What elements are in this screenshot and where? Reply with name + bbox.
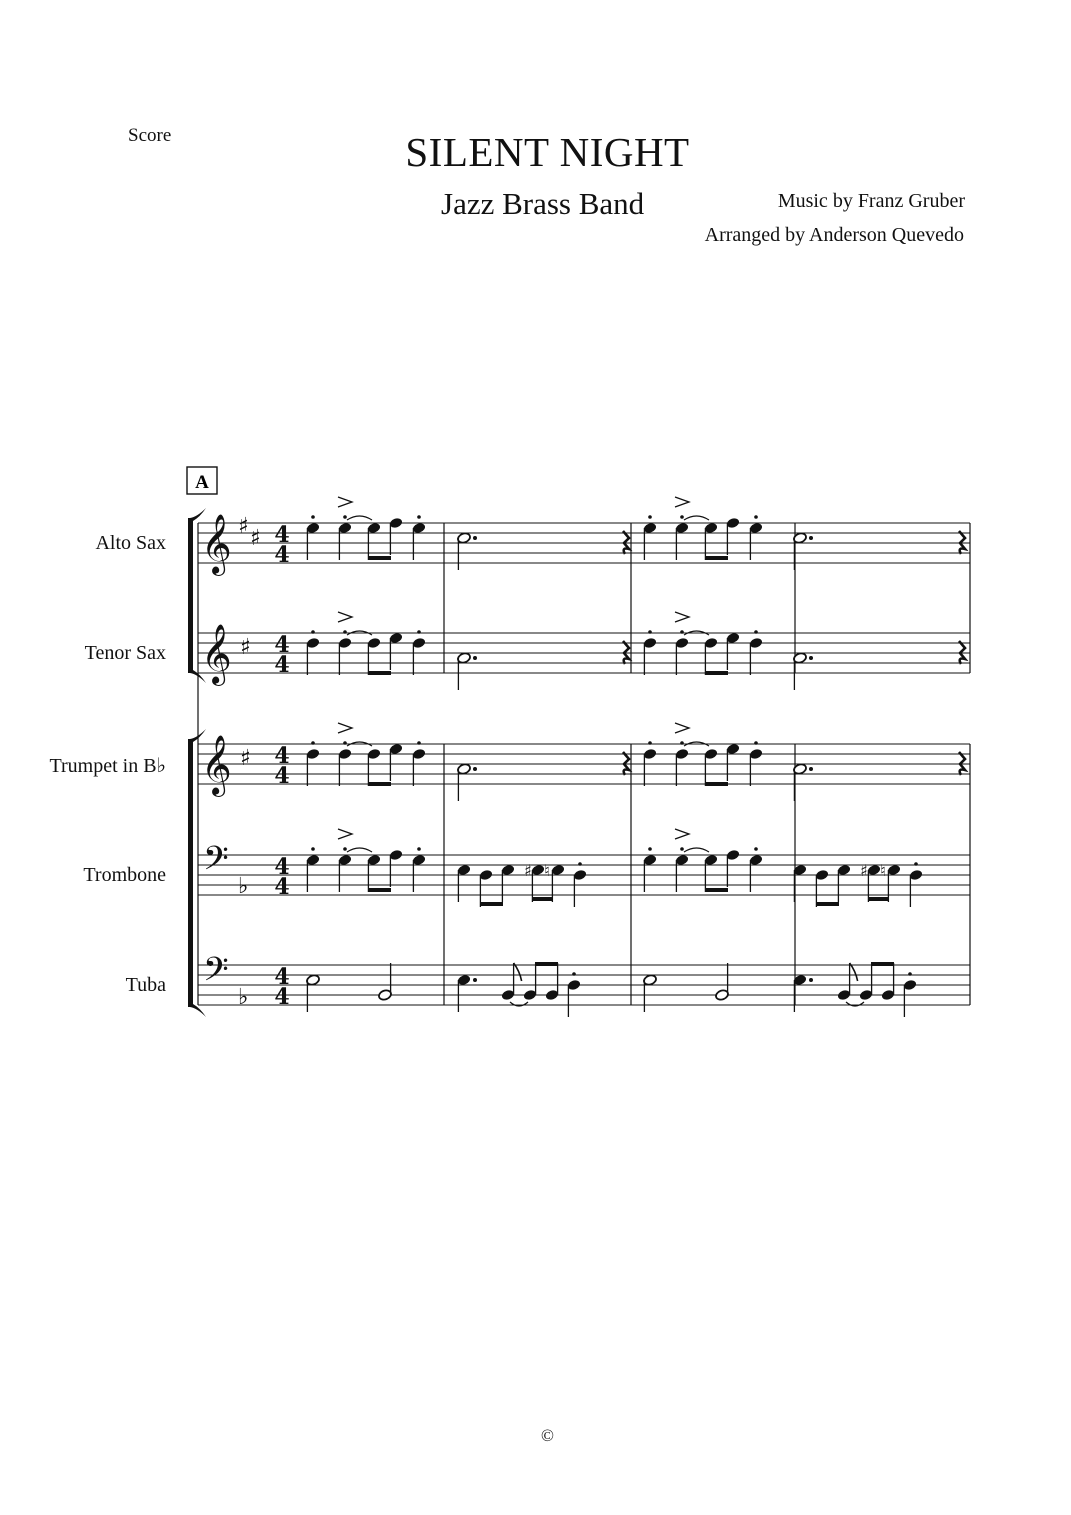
staccato-dot [417, 515, 421, 519]
staccato-dot [311, 630, 315, 634]
bass-clef-icon: 𝄢 [203, 840, 229, 886]
measure-tuba-rhythm [457, 962, 582, 1017]
flag [850, 963, 858, 981]
augmentation-dot [809, 767, 813, 771]
beam [705, 888, 728, 892]
measure-trombone [793, 861, 924, 907]
accent-mark [675, 829, 689, 839]
measure-dotted-half [457, 641, 629, 690]
accent-mark [675, 723, 689, 733]
time-signature-numerator: 4 [274, 632, 290, 658]
accent-mark [675, 612, 689, 622]
measure-dotted-half [457, 752, 629, 801]
beam [368, 782, 391, 786]
measure-melody [643, 829, 764, 892]
augmentation-dot [809, 536, 813, 540]
instrument-label-trumpet: Trumpet in B♭ [49, 755, 166, 777]
time-signature-denominator: 4 [274, 542, 290, 568]
rehearsal-mark-letter: A [195, 472, 209, 493]
beam [368, 556, 391, 560]
time-signature-denominator: 4 [274, 984, 290, 1010]
time-signature-numerator: 4 [274, 522, 290, 548]
augmentation-dot [473, 767, 477, 771]
staccato-dot [648, 847, 652, 851]
page-subtitle: Jazz Brass Band [441, 186, 645, 221]
staccato-dot [754, 741, 758, 745]
beam [705, 671, 728, 675]
copyright-footer: © [541, 1426, 554, 1445]
augmentation-dot [809, 978, 813, 982]
staccato-dot [914, 862, 918, 866]
sharp-icon: ♯ [524, 861, 532, 880]
tie [347, 848, 372, 852]
accent-mark [338, 612, 352, 622]
beam [705, 782, 728, 786]
time-signature-numerator: 4 [274, 743, 290, 769]
sharp-icon: ♯ [238, 514, 249, 539]
staccato-dot [572, 972, 576, 976]
staccato-dot [754, 515, 758, 519]
measure-dotted-half [793, 531, 965, 570]
accent-mark [338, 829, 352, 839]
arranger-credit: Arranged by Anderson Quevedo [704, 224, 964, 246]
accent-mark [338, 497, 352, 507]
accent-mark [675, 497, 689, 507]
tie [347, 516, 372, 520]
measure-trombone [457, 861, 588, 907]
sharp-icon: ♯ [860, 861, 868, 880]
staccato-dot [680, 630, 684, 634]
sharp-icon: ♯ [240, 746, 251, 771]
measure-dotted-half [793, 641, 965, 690]
treble-clef-icon: 𝄞 [201, 735, 232, 795]
staccato-dot [680, 741, 684, 745]
beam [705, 556, 728, 560]
beam [532, 897, 553, 901]
staccato-dot [417, 630, 421, 634]
beam [368, 671, 391, 675]
tie [684, 516, 709, 520]
staccato-dot [648, 515, 652, 519]
staccato-dot [648, 630, 652, 634]
staccato-dot [417, 741, 421, 745]
measure-dotted-half [457, 531, 629, 570]
sharp-icon: ♯ [250, 526, 261, 551]
beam [871, 962, 894, 966]
augmentation-dot [473, 978, 477, 982]
tie [684, 848, 709, 852]
instrument-label-tenor-sax: Tenor Sax [84, 642, 166, 664]
page-title: SILENT NIGHT [405, 129, 690, 175]
staccato-dot [680, 847, 684, 851]
measure-dotted-half [793, 752, 965, 801]
beam [868, 897, 889, 901]
accent-mark [338, 723, 352, 733]
natural-icon: ♮ [544, 861, 550, 880]
measure-melody [306, 497, 427, 560]
measure-melody [306, 829, 427, 892]
augmentation-dot [809, 656, 813, 660]
rehearsal-mark [187, 467, 217, 494]
time-signature-numerator: 4 [274, 854, 290, 880]
beam [816, 902, 839, 906]
staccato-dot [648, 741, 652, 745]
staccato-dot [754, 630, 758, 634]
staccato-dot [343, 741, 347, 745]
augmentation-dot [473, 656, 477, 660]
time-signature-numerator: 4 [274, 964, 290, 990]
beam [368, 888, 391, 892]
augmentation-dot [473, 536, 477, 540]
staccato-dot [311, 847, 315, 851]
time-signature-denominator: 4 [274, 652, 290, 678]
beam [480, 902, 503, 906]
time-signature-denominator: 4 [274, 874, 290, 900]
staccato-dot [908, 972, 912, 976]
composer-credit: Music by Franz Gruber [777, 190, 965, 212]
staccato-dot [680, 515, 684, 519]
treble-clef-icon: 𝄞 [201, 624, 232, 684]
staccato-dot [343, 630, 347, 634]
natural-icon: ♮ [880, 861, 886, 880]
sharp-icon: ♯ [240, 635, 251, 660]
treble-clef-icon: 𝄞 [201, 514, 232, 574]
measure-melody [643, 497, 764, 560]
staccato-dot [578, 862, 582, 866]
staccato-dot [343, 847, 347, 851]
staccato-dot [754, 847, 758, 851]
staccato-dot [343, 515, 347, 519]
instrument-label-tuba: Tuba [125, 974, 166, 996]
beam [535, 962, 558, 966]
flat-icon: ♭ [238, 985, 249, 1010]
flag [514, 963, 522, 981]
flat-icon: ♭ [238, 874, 249, 899]
measure-tuba-rhythm [793, 962, 918, 1017]
instrument-label-alto-sax: Alto Sax [95, 532, 166, 554]
bass-clef-icon: 𝄢 [203, 951, 229, 997]
time-signature-denominator: 4 [274, 763, 290, 789]
staccato-dot [417, 847, 421, 851]
instrument-label-trombone: Trombone [83, 864, 166, 886]
score-label: Score [128, 125, 172, 146]
staccato-dot [311, 741, 315, 745]
staccato-dot [311, 515, 315, 519]
